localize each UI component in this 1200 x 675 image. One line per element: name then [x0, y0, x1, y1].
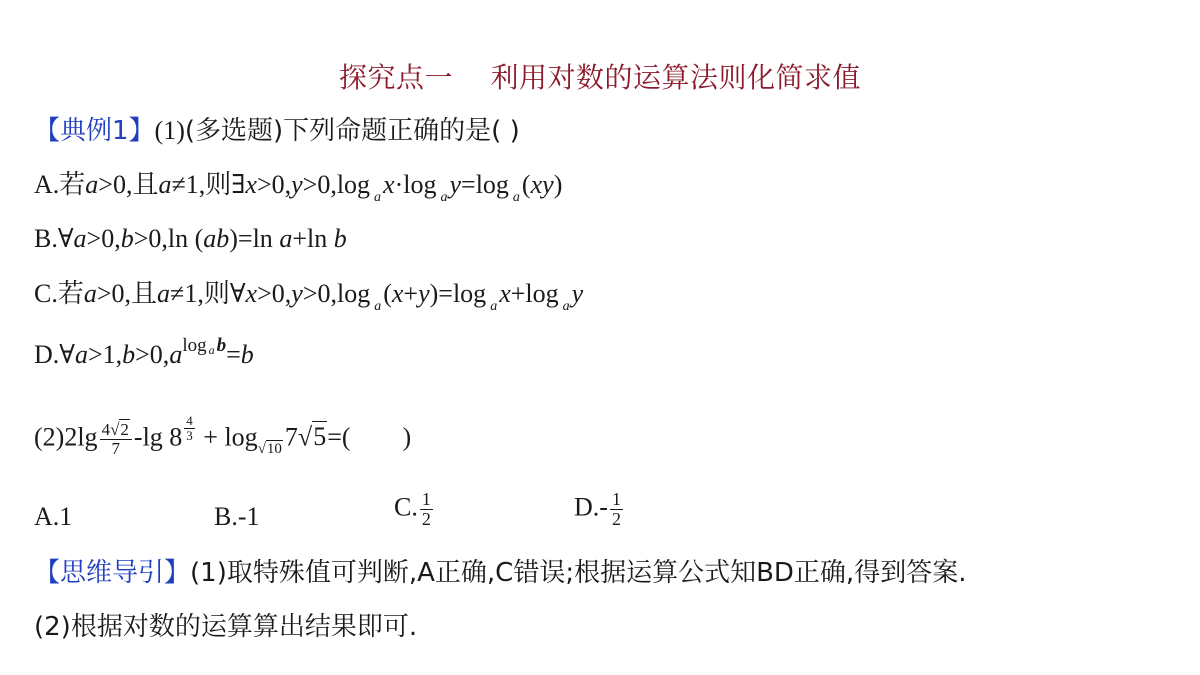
option-1c: C.若a>0,且a≠1,则∀x>0,y>0,log $_a$(x+y)=log $_a$x+log $_a$y	[34, 279, 584, 314]
option-2a: A.1	[34, 502, 73, 531]
guide-line-1	[34, 560, 966, 586]
part1-prefix: (1)	[154, 116, 185, 145]
part2-question: (2)2lg $\frac{4√2}{7}$ -lg 8 $^{\frac{4}{3}}$ + $\log_{√10} 7√5=$( )	[34, 413, 412, 458]
guide-line-2	[34, 614, 417, 640]
guide-text-1: (1)取特殊值可判断,A正确,C错误;根据运算公式知BD正确,得到答案.	[190, 558, 967, 588]
option-2b: B.-1	[214, 502, 260, 531]
option-2c: C. $\frac{1}{2}$	[394, 489, 431, 529]
guide-text-2: (2)根据对数的运算算出结果即可.	[34, 612, 418, 642]
example-tag: 【典例1】	[34, 116, 155, 146]
part1-question: (多选题)下列命题正确的是( )	[184, 116, 520, 146]
option-1d: $D.\forall a>1,b>0,a^{log a b}=b$	[34, 335, 254, 369]
option-2d: D.- $\frac{1}{2}$	[574, 489, 621, 529]
option-1a: A.若a>0,且a≠1,则∃x>0,y>0,log $_a$x·log $_a$y=log $_a$(xy)	[34, 170, 563, 205]
part2-prefix: (2)	[34, 422, 65, 452]
example-header	[34, 118, 520, 144]
section-title: 探究点一 利用对数的运算法则化简求值	[338, 61, 862, 94]
option-1b: B.∀a>0,b>0,ln (ab)=ln a+ln b	[34, 224, 347, 253]
guide-tag: 【思维导引】	[34, 558, 191, 588]
